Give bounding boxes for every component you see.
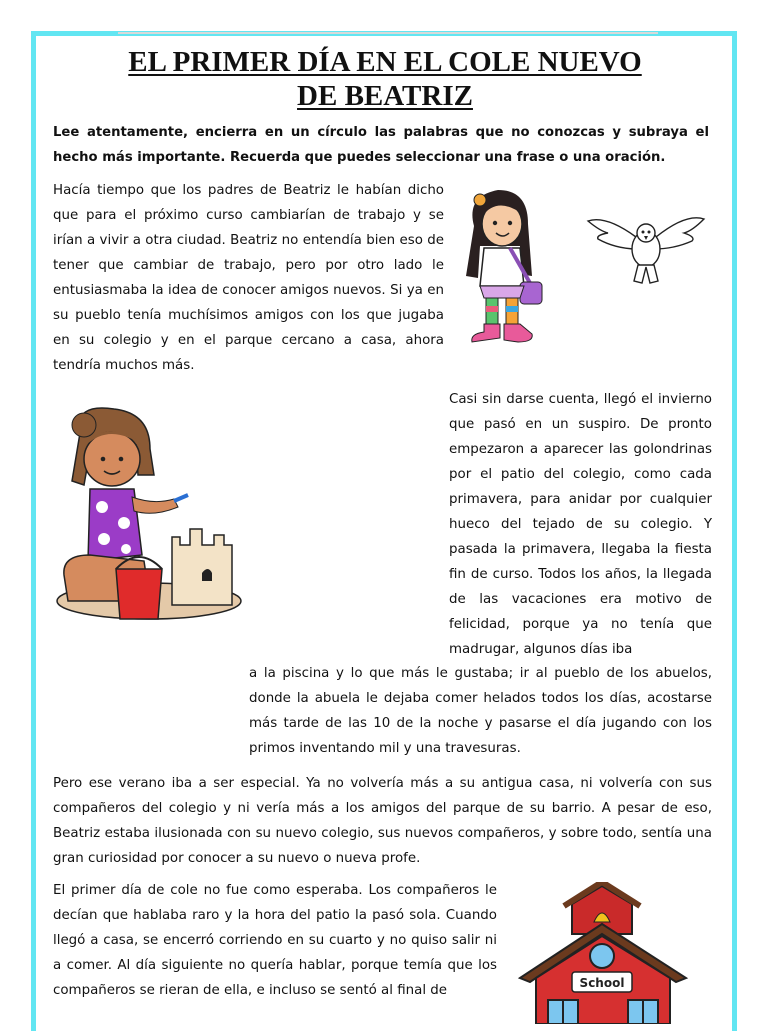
girl-sandcastle-illustration (54, 405, 244, 623)
title-line-2: DE BEATRIZ (297, 80, 473, 112)
instructions: Lee atentamente, encierra en un círculo las palabras que no conozcas y subraya el hecho más importante. Recuerda que puedes seleccionar una frase o una oración. (53, 125, 709, 165)
title-line-1: EL PRIMER DÍA EN EL COLE NUEVO (128, 46, 642, 78)
dove-illustration (586, 209, 706, 289)
girl-with-bag-illustration (458, 186, 548, 350)
paragraph-2b: a la piscina y lo que más le gustaba; ir al pueblo de los abuelos, donde la abuela le dejaba comer helados todos los días, acostarse más tarde de las 10 de la noche y pasarse el día jugando con los primos inventando mil y una travesuras. (249, 666, 712, 756)
paragraph-2a: Casi sin darse cuenta, llegó el invierno que pasó en un suspiro. De pronto empezaron a aparecer las golondrinas por el patio del colegio, como cada primavera, para anidar por cualquier hueco del tejado de su colegio. Y pasada la primavera, llegaba la fiesta fin de curso. Todos los años, la llegada de las vacaciones era motivo de felicidad, porque ya no tenía que madrugar, algunos días iba (449, 392, 712, 657)
paragraph-3: Pero ese verano iba a ser especial. Ya no volvería más a su antigua casa, ni volvería con sus compañeros del colegio y ni vería más a los amigos del parque de su barrio. A pesar de eso, Beatriz estaba ilusionada con su nuevo colegio, sus nuevos compañeros, y sobre todo, sentía una gran curiosidad por conocer a su nuevo o nueva profe. (53, 776, 712, 866)
schoolhouse-illustration (516, 882, 690, 1024)
top-divider (118, 32, 658, 34)
paragraph-4: El primer día de cole no fue como esperaba. Los compañeros le decían que hablaba raro y la hora del patio la pasó sola. Cuando llegó a casa, se encerró corriendo en su cuarto y no quiso salir ni a comer. Al día siguiente no quería hablar, porque temía que los compañeros se rieran de ella, e incluso se sentó al final de (53, 883, 497, 998)
paragraph-1: Hacía tiempo que los padres de Beatriz le habían dicho que para el próximo curso cambiarían de trabajo y se irían a vivir a otra ciudad. Beatriz no entendía bien eso de tener que cambiar de trabajo, pero por otro lado le entusiasmaba la idea de conocer amigos nuevos. Si ya en su pueblo tenía muchísimos amigos con los que jugaba en su colegio y en el parque cercano a casa, ahora tendría muchos más. (53, 183, 444, 373)
school-sign-text: School (579, 976, 625, 990)
